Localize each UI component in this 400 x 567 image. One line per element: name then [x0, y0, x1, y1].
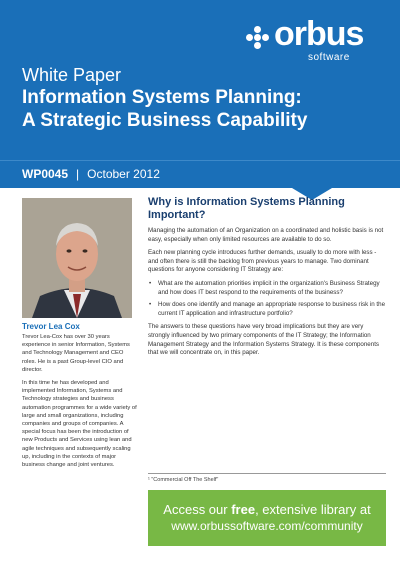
bullet-icon: • [149, 279, 152, 287]
meta-band [0, 160, 400, 188]
footnote-divider [148, 473, 386, 474]
header-band [0, 0, 400, 160]
cta-post: , extensive library at [255, 502, 371, 517]
cta-free: free [231, 502, 256, 517]
doc-type-label: White Paper [22, 65, 122, 85]
author-bio-paragraph: In this time he has developed and implemented Information, Systems and Technology strategies and business automation programmes for a wide variety of large and small organizations, including companies and groups of companies. A special focus has been the introduction of new Products and Services using lean and agile techniques and subsequently scaling up, including in the contexts of major business change and joint ventures. [22, 380, 137, 469]
list-item [148, 301, 386, 318]
orbus-logo[interactable] [246, 15, 386, 66]
footnote: ¹ "Commercial Off The Shelf" [148, 477, 219, 483]
article-paragraph: Managing the automation of an Organization on a coordinated and holistic basis is not easy, especially when only limited resources are available to do so. [148, 227, 384, 243]
article-paragraph: Each new planning cycle introduces further demands, usually to do more with less - and often there is still the backlog from previous years to manage. Two dominant questions for anyone considering IT Strategy are: [148, 249, 377, 274]
article-body [148, 196, 386, 363]
article-paragraph: The answers to these questions have very broad implications but they are very strongly influenced by two primary components of the IT Strategy; the Information Management Strategy and the Information Systems Strategy. It is these components that we will concentrate on, in this paper. [148, 323, 380, 357]
doc-code: WP0045 [22, 167, 69, 181]
title-line-1: Information Systems Planning: [22, 87, 302, 108]
logo-dots-icon [246, 26, 270, 50]
logo-word: orbus [274, 15, 364, 53]
doc-date: October 2012 [87, 167, 160, 181]
list-item-text: How does one identify and manage an appropriate response to business risk in the current IT application and infrastructure portfolio? [158, 301, 386, 317]
author-bio-paragraph: Trevor Lea-Cox has over 30 years experience in senior Information, Systems and Technology Management and CEO roles. He is a past Group-level CIO and director. [22, 334, 130, 373]
list-item [148, 280, 386, 297]
logo-sub: software [308, 52, 350, 63]
title-line-2: A Strategic Business Capability [22, 110, 308, 131]
doc-meta [22, 167, 160, 181]
question-list [148, 280, 386, 318]
page-title [22, 86, 392, 132]
list-item-text: What are the automation priorities implicit in the organization's Business Strategy and how does IT best respond to the requirements of the business? [158, 279, 380, 296]
author-name: Trevor Lea Cox [22, 322, 80, 331]
article-heading: Why is Information Systems Planning Important? [148, 196, 345, 221]
author-bio [22, 333, 138, 474]
meta-separator: | [76, 167, 80, 181]
cta-pre: Access our [163, 502, 232, 517]
cta-banner[interactable] [148, 490, 386, 546]
cta-text [148, 490, 386, 517]
bullet-icon: • [149, 301, 152, 309]
community-link[interactable]: www.orbussoftware.com/community [171, 519, 363, 533]
author-photo [22, 198, 132, 318]
